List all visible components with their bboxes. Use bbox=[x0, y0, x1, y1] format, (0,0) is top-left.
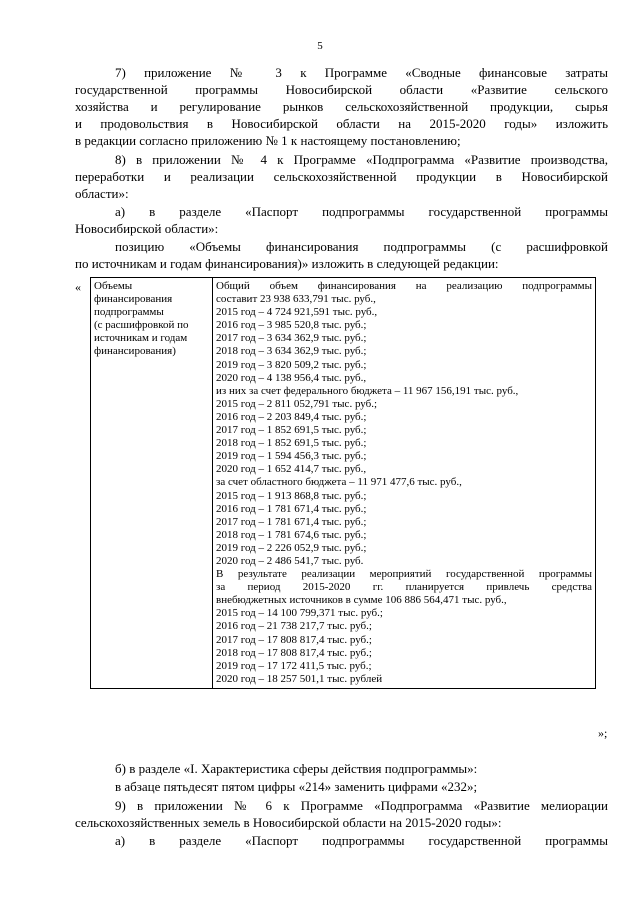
text-line: а) в разделе «Паспорт подпрограммы государственной программы bbox=[115, 204, 608, 219]
financing-table bbox=[90, 277, 596, 689]
paragraph-item-7 bbox=[75, 64, 608, 149]
table-cell-label bbox=[91, 278, 213, 689]
cell-line: 2018 год – 17 808 817,4 тыс. руб.; bbox=[216, 646, 372, 659]
cell-line: 2017 год – 1 781 671,4 тыс. руб.; bbox=[216, 515, 367, 528]
paragraph-abzac bbox=[75, 778, 608, 795]
cell-line: Объемы bbox=[94, 280, 133, 292]
cell-line: (с расшифровкой по bbox=[94, 319, 189, 332]
cell-line: 2017 год – 17 808 817,4 тыс. руб.; bbox=[216, 633, 372, 646]
cell-line: Общий объем финансирования на реализацию подпрограммы bbox=[216, 280, 592, 292]
text-line: по источникам и годам финансирования)» изложить в следующей редакции: bbox=[75, 256, 499, 271]
text-line: сельскохозяйственных земель в Новосибирской области на 2015-2020 годы»: bbox=[75, 815, 502, 830]
cell-line: за счет областного бюджета – 11 971 477,6 тыс. руб., bbox=[216, 476, 462, 489]
text-line: позицию «Объемы финансирования подпрограммы (с расшифровкой bbox=[115, 239, 608, 254]
cell-line: 2018 год – 1 852 691,5 тыс. руб.; bbox=[216, 437, 367, 450]
cell-line: 2015 год – 2 811 052,791 тыс. руб.; bbox=[216, 397, 378, 410]
cell-line: 2015 год – 1 913 868,8 тыс. руб.; bbox=[216, 489, 367, 502]
cell-line: 2015 год – 14 100 799,371 тыс. руб.; bbox=[216, 607, 383, 620]
text-line: 9) в приложении № 6 к Программе «Подпрограмма «Развитие мелиорации bbox=[115, 798, 608, 813]
opening-quote: « bbox=[75, 280, 81, 294]
text-line: переработки и реализации сельскохозяйственной продукции в Новосибирской bbox=[75, 169, 608, 184]
cell-line: за период 2015-2020 гг. планируется привлечь средства bbox=[216, 581, 592, 594]
table-cell-values bbox=[213, 278, 596, 689]
cell-line: 2017 год – 3 634 362,9 тыс. руб.; bbox=[216, 332, 367, 345]
cell-line: 2019 год – 17 172 411,5 тыс. руб.; bbox=[216, 659, 372, 672]
cell-line: внебюджетных источников в сумме 106 886 564,471 тыс. руб., bbox=[216, 594, 507, 607]
text-line: 8) в приложении № 4 к Программе «Подпрограмма «Развитие производства, bbox=[115, 152, 608, 167]
cell-line: 2016 год – 2 203 849,4 тыс. руб.; bbox=[216, 410, 367, 423]
paragraph-item-8b bbox=[75, 760, 608, 777]
cell-line: 2017 год – 1 852 691,5 тыс. руб.; bbox=[216, 424, 367, 437]
cell-line: 2019 год – 2 226 052,9 тыс. руб.; bbox=[216, 541, 367, 554]
text-line: 7) приложение № 3 к Программе «Сводные финансовые затраты bbox=[115, 65, 608, 80]
cell-line: подпрограммы bbox=[94, 306, 164, 319]
cell-line: 2020 год – 18 257 501,1 тыс. рублей bbox=[216, 672, 383, 685]
paragraph-position bbox=[75, 238, 608, 272]
cell-line: 2018 год – 3 634 362,9 тыс. руб.; bbox=[216, 345, 367, 358]
text-line: государственной программы Новосибирской области «Развитие сельского bbox=[75, 82, 608, 97]
paragraph-item-9 bbox=[75, 797, 608, 831]
closing-quote: »; bbox=[598, 726, 608, 740]
text-line: б) в разделе «I. Характеристика сферы действия подпрограммы»: bbox=[115, 761, 478, 776]
cell-line: 2016 год – 3 985 520,8 тыс. руб.; bbox=[216, 319, 367, 332]
text-line: в редакции согласно приложению № 1 к настоящему постановлению; bbox=[75, 133, 461, 148]
cell-line: финансирования) bbox=[94, 345, 176, 358]
cell-line: финансирования bbox=[94, 293, 173, 306]
cell-line: 2019 год – 3 820 509,2 тыс. руб.; bbox=[216, 358, 367, 371]
cell-line: 2016 год – 21 738 217,7 тыс. руб.; bbox=[216, 620, 372, 633]
text-line: и продовольствия в Новосибирской области на 2015-2020 годы» изложить bbox=[75, 116, 608, 131]
paragraph-item-9a bbox=[75, 832, 608, 849]
text-line: Новосибирской области»: bbox=[75, 221, 219, 236]
paragraph-item-8 bbox=[75, 151, 608, 202]
text-line: хозяйства и регулирование рынков сельскохозяйственной продукции, сырья bbox=[75, 99, 608, 114]
cell-line: 2020 год – 1 652 414,7 тыс. руб., bbox=[216, 463, 367, 476]
cell-line: источникам и годам bbox=[94, 332, 188, 345]
cell-line: 2018 год – 1 781 674,6 тыс. руб.; bbox=[216, 528, 367, 541]
paragraph-item-8a bbox=[75, 203, 608, 237]
text-line: области»: bbox=[75, 186, 129, 201]
cell-line: 2015 год – 4 724 921,591 тыс. руб., bbox=[216, 306, 378, 319]
cell-line: 2020 год – 4 138 956,4 тыс. руб., bbox=[216, 371, 367, 384]
cell-line: составит 23 938 633,791 тыс. руб., bbox=[216, 293, 376, 306]
table-row bbox=[91, 278, 596, 689]
page-number: 5 bbox=[317, 40, 323, 52]
text-line: а) в разделе «Паспорт подпрограммы государственной программы bbox=[115, 833, 608, 848]
text-line: в абзаце пятьдесят пятом цифры «214» заменить цифрами «232»; bbox=[115, 779, 478, 794]
cell-line: 2019 год – 1 594 456,3 тыс. руб.; bbox=[216, 450, 367, 463]
cell-line: из них за счет федерального бюджета – 11 967 156,191 тыс. руб., bbox=[216, 384, 519, 397]
cell-line: 2020 год – 2 486 541,7 тыс. руб. bbox=[216, 554, 364, 567]
cell-line: В результате реализации мероприятий государственной программы bbox=[216, 568, 592, 581]
cell-line: 2016 год – 1 781 671,4 тыс. руб.; bbox=[216, 502, 367, 515]
